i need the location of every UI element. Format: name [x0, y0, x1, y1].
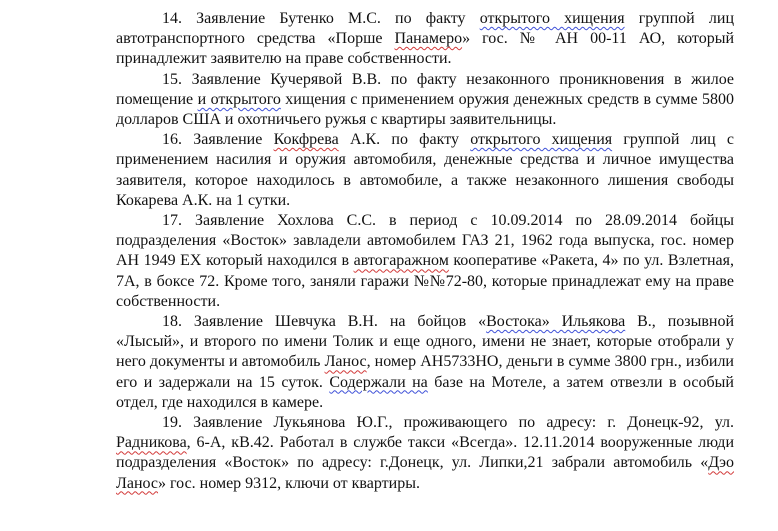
text-run: , номер АН5733НО, деньги в сумме 3800 грн., избили его и задержали на 15 суток. [116, 353, 734, 391]
paragraph-16 [116, 130, 734, 211]
spell-check-underline: Ланос [324, 353, 367, 371]
spell-check-underline: Кокфрева [273, 131, 339, 149]
text-run: группой лиц автотранспортного средства «Порше [116, 10, 735, 48]
paragraph-15 [116, 70, 734, 131]
text-run: 14. Заявление Бутенко М.С. по факту [162, 10, 480, 27]
text-run: 16. Заявление [162, 131, 274, 149]
text-run: базе на Мотеле, а затем отвезли в особый отдел, где находился в камере. [116, 373, 734, 411]
text-run: 19. Заявление Лукьянова Ю.Г., проживающего по адресу: г. Донецк-92, ул. [162, 414, 734, 432]
text-run: 17. Заявление Хохлова С.С. в период с 10.09.2014 по 28.09.2014 бойцы подразделения «Восток» завладели автомобилем ГАЗ 21, 1962 года выпуска, гос. номер АН 1949 ЕХ который находился в [116, 212, 734, 270]
text-run: В., позывной «Лысый», и второго по имени Толик и еще одного, имени не знает, которые отобрали у него документы и автомобиль [116, 313, 735, 371]
paragraph-17 [116, 211, 734, 312]
text-run: хищения с применением оружия денежных средств в сумме 5800 долларов США и охотничьего ружья с квартиры заявительницы. [116, 90, 735, 129]
paragraph-19 [116, 413, 734, 494]
spell-check-underline: Панамеро [394, 30, 463, 48]
text-run: кооперативе «Ракета, 4» по ул. Взлетная, 7А, в боксе 72. Кроме того, заняли гаражи №№72-80, которые принадлежат ему на праве собственности. [116, 252, 734, 310]
paragraph-14 [116, 9, 734, 70]
text-run: 15. Заявление Кучерявой В.В. по факту незаконного проникновения в жилое помещение [116, 70, 734, 108]
text-run: 18. Заявление Шевчука В.Н. на бойцов « [162, 313, 487, 331]
spell-check-underline: и открытого [197, 90, 281, 108]
text-run: группой лиц с применением насилия и оружия автомобиля, денежные средства и личное имущества заявителя, которое находилось в автомобиле, а также незаконного лишения свободы Кокарева А.К. на 1 сутки. [116, 131, 735, 209]
spell-check-underline: автогаражном [353, 252, 449, 270]
spell-check-underline: открытого хищения [479, 10, 625, 27]
text-run: , 6-А, кВ.42. Работал в службе такси «Всегда». 12.11.2014 вооруженные люди подразделения «Восток» по адресу: г.Донецк, ул. Липки,21 забрали автомобиль « [116, 434, 734, 472]
spell-check-underline: Содержали на [329, 373, 428, 391]
spell-check-underline: открытого хищения [470, 131, 613, 149]
text-run: » гос. номер 9312, ключи от квартиры. [158, 474, 420, 492]
spell-check-underline: Радникова [116, 434, 187, 452]
document-page [116, 9, 734, 494]
spell-check-underline: Востока» Ильякова [486, 313, 626, 331]
paragraph-18 [116, 312, 734, 413]
spell-check-underline: Дэо Ланос [116, 454, 734, 492]
text-run: А.К. по факту [338, 131, 471, 149]
text-run: » гос. № АН 00-11 АО, который принадлежит заявителю на праве собственности. [116, 30, 735, 68]
